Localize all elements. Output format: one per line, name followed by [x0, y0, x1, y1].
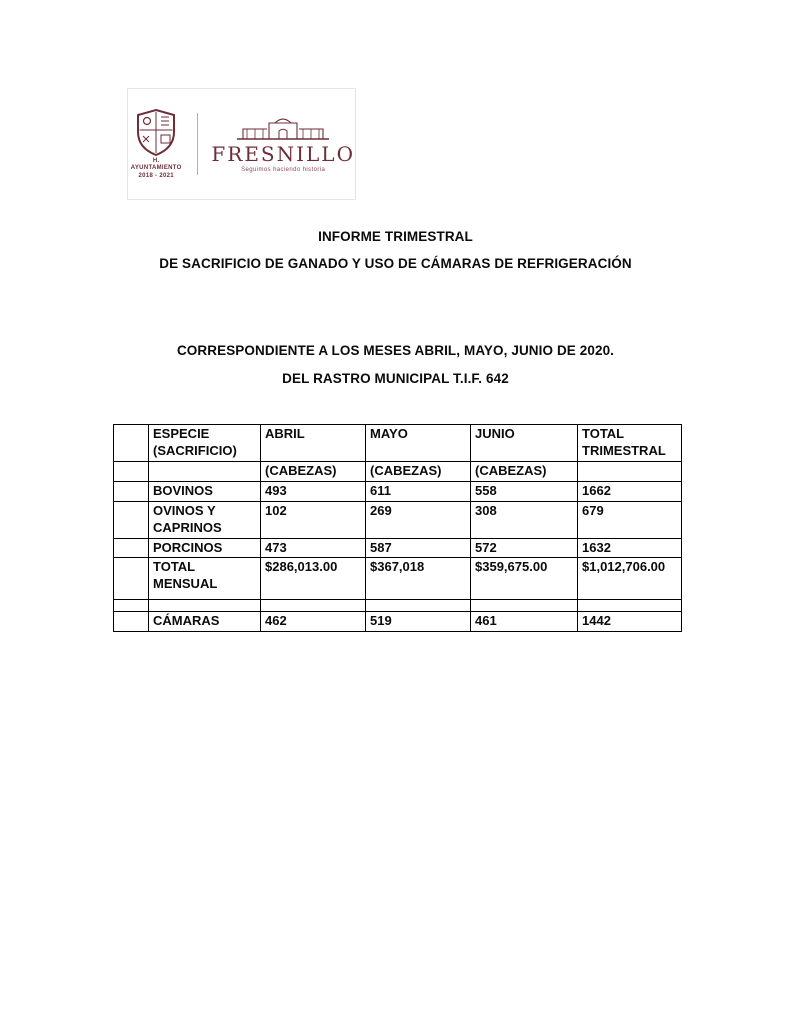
cell-bovinos-junio: 558	[471, 481, 578, 501]
report-title-line-2: DE SACRIFICIO DE GANADO Y USO DE CÁMARAS DE REFRIGERACIÓN	[159, 256, 632, 271]
subheader-cabezas-abril: (CABEZAS)	[261, 462, 366, 482]
cell-porcinos-total: 1632	[578, 538, 682, 558]
crest-caption-line-1: H. AYUNTAMIENTO	[130, 157, 182, 172]
table-cell	[114, 481, 149, 501]
subheader-cabezas-junio: (CABEZAS)	[471, 462, 578, 482]
spacer-cell	[366, 600, 471, 612]
row-label-camaras: CÁMARAS	[149, 612, 261, 632]
crest-shield-icon	[135, 108, 177, 158]
table-subheader-row	[114, 462, 682, 482]
cell-ovinos-total: 679	[578, 501, 682, 538]
table-header-row	[114, 425, 682, 462]
cell-bovinos-mayo: 611	[366, 481, 471, 501]
cell-ovinos-junio: 308	[471, 501, 578, 538]
spacer-cell	[578, 600, 682, 612]
cell-camaras-total: 1442	[578, 612, 682, 632]
cell-total-abril: $286,013.00	[261, 558, 366, 600]
table-row-total-mensual	[114, 558, 682, 600]
cell-ovinos-mayo: 269	[366, 501, 471, 538]
spacer-cell	[261, 600, 366, 612]
cell-total-mayo: $367,018	[366, 558, 471, 600]
logo-divider	[197, 113, 198, 175]
cell-camaras-abril: 462	[261, 612, 366, 632]
municipal-crest	[128, 108, 184, 181]
table-row-ovinos-caprinos	[114, 501, 682, 538]
row-label-ovinos-caprinos: OVINOS Y CAPRINOS	[149, 501, 261, 538]
table-cell	[114, 612, 149, 632]
report-subtitle-line-1: CORRESPONDIENTE A LOS MESES ABRIL, MAYO, JUNIO DE 2020.	[176, 343, 615, 358]
fresnillo-building-icon	[235, 115, 331, 141]
subheader-total	[578, 462, 682, 482]
cell-camaras-mayo: 519	[366, 612, 471, 632]
table-cell	[114, 501, 149, 538]
cell-porcinos-junio: 572	[471, 538, 578, 558]
crest-caption-line-2: 2018 - 2021	[138, 172, 174, 179]
col-header-junio: JUNIO	[471, 425, 578, 462]
spacer-cell	[114, 600, 149, 612]
cell-total-trimestral: $1,012,706.00	[578, 558, 682, 600]
spacer-cell	[471, 600, 578, 612]
cell-porcinos-abril: 473	[261, 538, 366, 558]
row-label-porcinos: PORCINOS	[149, 538, 261, 558]
col-header-total-trimestral: TOTAL TRIMESTRAL	[578, 425, 682, 462]
cell-bovinos-total: 1662	[578, 481, 682, 501]
cell-camaras-junio: 461	[471, 612, 578, 632]
table-cell	[114, 462, 149, 482]
cell-total-junio: $359,675.00	[471, 558, 578, 600]
table-spacer-row	[114, 600, 682, 612]
report-title-line-1: INFORME TRIMESTRAL	[318, 229, 473, 244]
spacer-cell	[149, 600, 261, 612]
table-row-porcinos	[114, 538, 682, 558]
cell-ovinos-abril: 102	[261, 501, 366, 538]
table-corner-cell	[114, 425, 149, 462]
header-logos	[127, 88, 356, 200]
report-subtitle-line-2: DEL RASTRO MUNICIPAL T.I.F. 642	[282, 371, 509, 386]
report-table	[113, 424, 682, 632]
cell-porcinos-mayo: 587	[366, 538, 471, 558]
row-label-total-mensual: TOTAL MENSUAL	[149, 558, 261, 600]
table-row-bovinos	[114, 481, 682, 501]
fresnillo-wordmark: FRESNILLO	[211, 142, 355, 166]
table-row-camaras	[114, 612, 682, 632]
fresnillo-logo	[211, 115, 355, 173]
col-header-abril: ABRIL	[261, 425, 366, 462]
table-cell	[114, 558, 149, 600]
subheader-cabezas-mayo: (CABEZAS)	[366, 462, 471, 482]
subheader-especie	[149, 462, 261, 482]
table-cell	[114, 538, 149, 558]
row-label-bovinos: BOVINOS	[149, 481, 261, 501]
col-header-mayo: MAYO	[366, 425, 471, 462]
fresnillo-tagline: Seguimos haciendo historia	[241, 167, 326, 173]
col-header-especie: ESPECIE (SACRIFICIO)	[149, 425, 261, 462]
cell-bovinos-abril: 493	[261, 481, 366, 501]
